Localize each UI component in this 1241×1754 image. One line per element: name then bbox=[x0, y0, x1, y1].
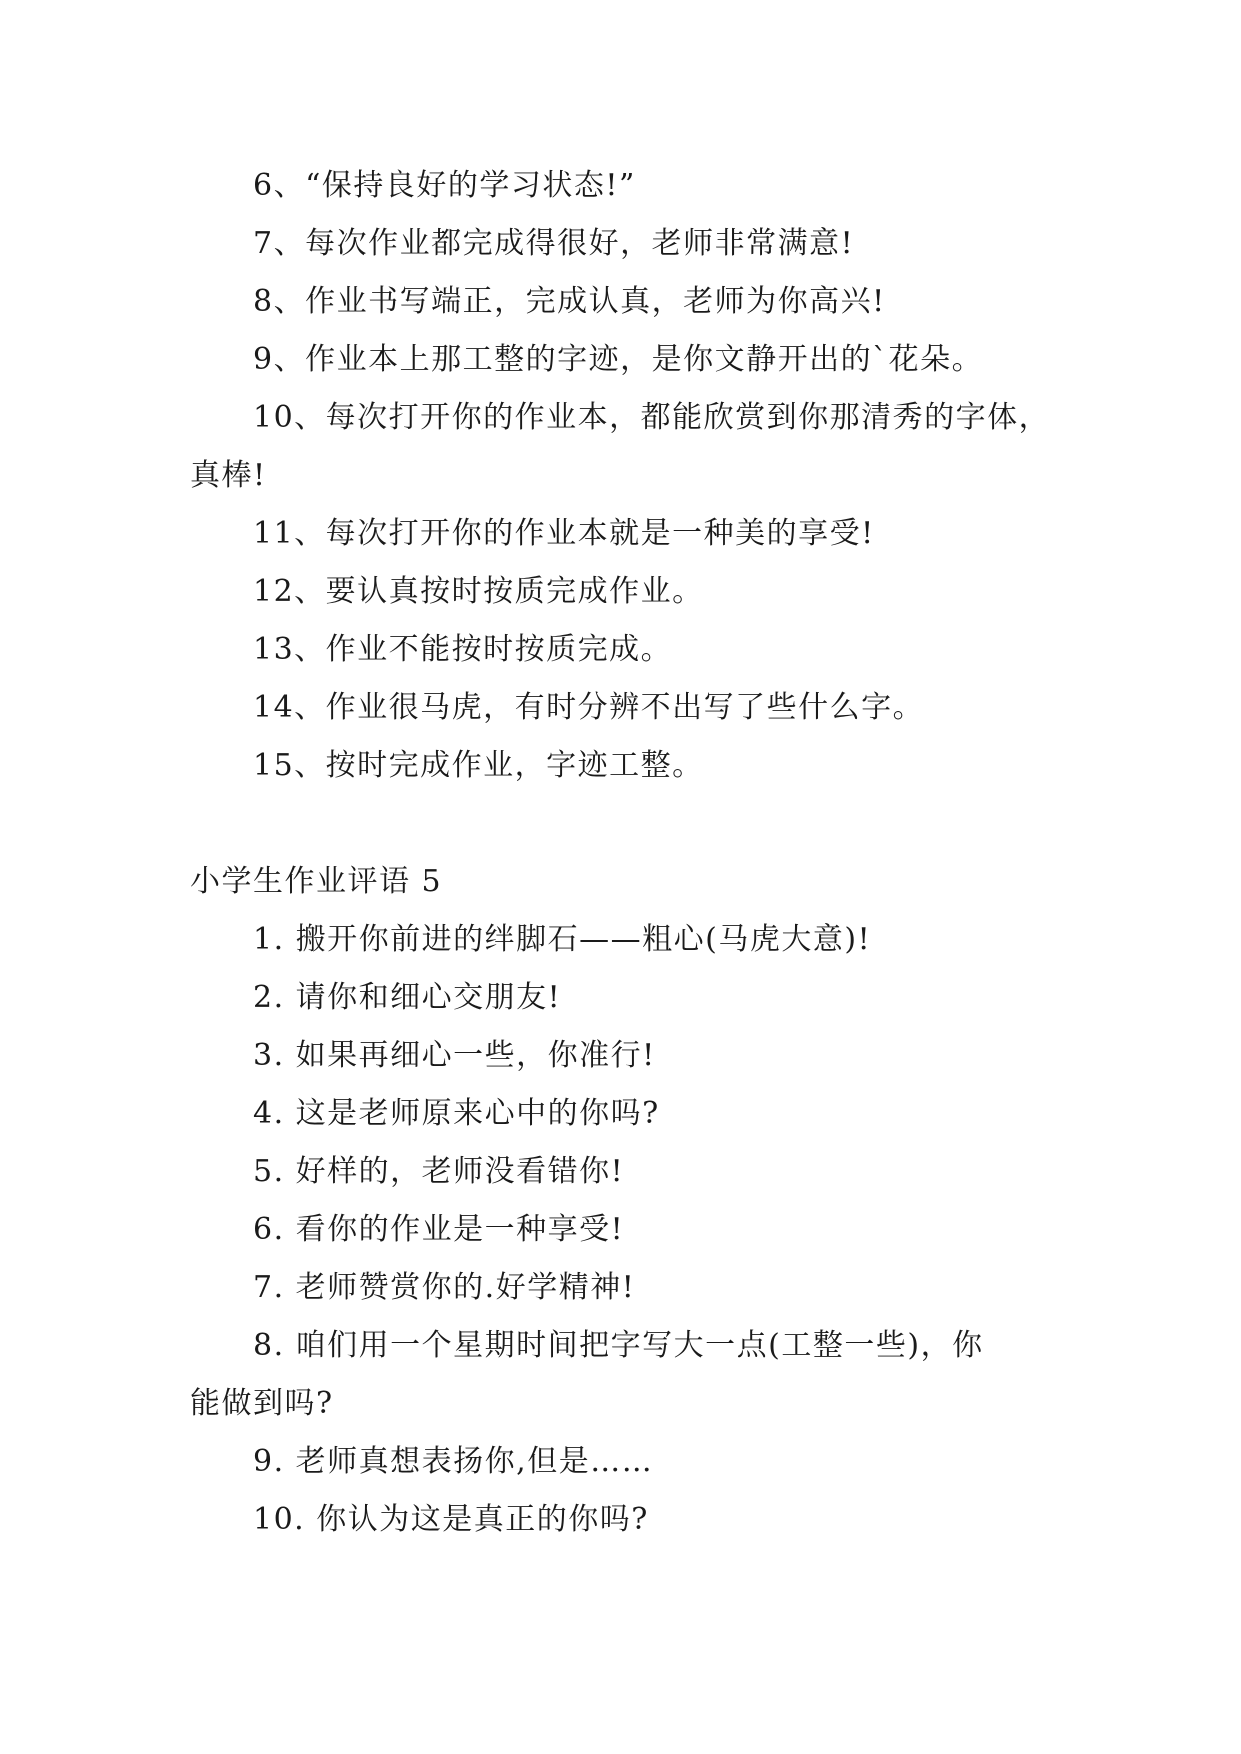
comment-item: 15、按时完成作业，字迹工整。 bbox=[253, 748, 704, 783]
comment-item: 6. 看你的作业是一种享受! bbox=[253, 1212, 625, 1247]
comment-item: 10、每次打开你的作业本，都能欣赏到你那清秀的字体， bbox=[253, 400, 1051, 435]
comment-item: 7、每次作业都完成得很好，老师非常满意! bbox=[253, 226, 855, 261]
comment-item: 6、“保持良好的学习状态!” bbox=[253, 168, 636, 203]
comment-item: 13、作业不能按时按质完成。 bbox=[253, 632, 673, 667]
comment-item: 9、作业本上那工整的字迹，是你文静开出的`花朵。 bbox=[253, 342, 984, 377]
section-heading: 小学生作业评语 5 bbox=[190, 864, 443, 899]
comment-item-continuation: 能做到吗? bbox=[190, 1386, 334, 1421]
comment-item-continuation: 真棒! bbox=[190, 458, 267, 493]
comment-item: 3. 如果再细心一些，你准行! bbox=[253, 1038, 656, 1073]
comment-item: 1. 搬开你前进的绊脚石——粗心(马虎大意)! bbox=[253, 922, 872, 957]
comment-item: 11、每次打开你的作业本就是一种美的享受! bbox=[253, 516, 875, 551]
comment-item: 9. 老师真想表扬你,但是…… bbox=[253, 1444, 654, 1479]
comment-item: 2. 请你和细心交朋友! bbox=[253, 980, 562, 1015]
comment-item: 4. 这是老师原来心中的你吗? bbox=[253, 1096, 660, 1131]
comment-item: 7. 老师赞赏你的.好学精神! bbox=[253, 1270, 636, 1305]
comment-item: 5. 好样的，老师没看错你! bbox=[253, 1154, 625, 1189]
comment-item: 12、要认真按时按质完成作业。 bbox=[253, 574, 704, 609]
comment-item: 14、作业很马虎，有时分辨不出写了些什么字。 bbox=[253, 690, 925, 725]
comment-item: 8. 咱们用一个星期时间把字写大一点(工整一些)，你 bbox=[253, 1328, 984, 1363]
comment-item: 8、作业书写端正，完成认真，老师为你高兴! bbox=[253, 284, 886, 319]
comment-item: 10. 你认为这是真正的你吗? bbox=[253, 1502, 649, 1537]
